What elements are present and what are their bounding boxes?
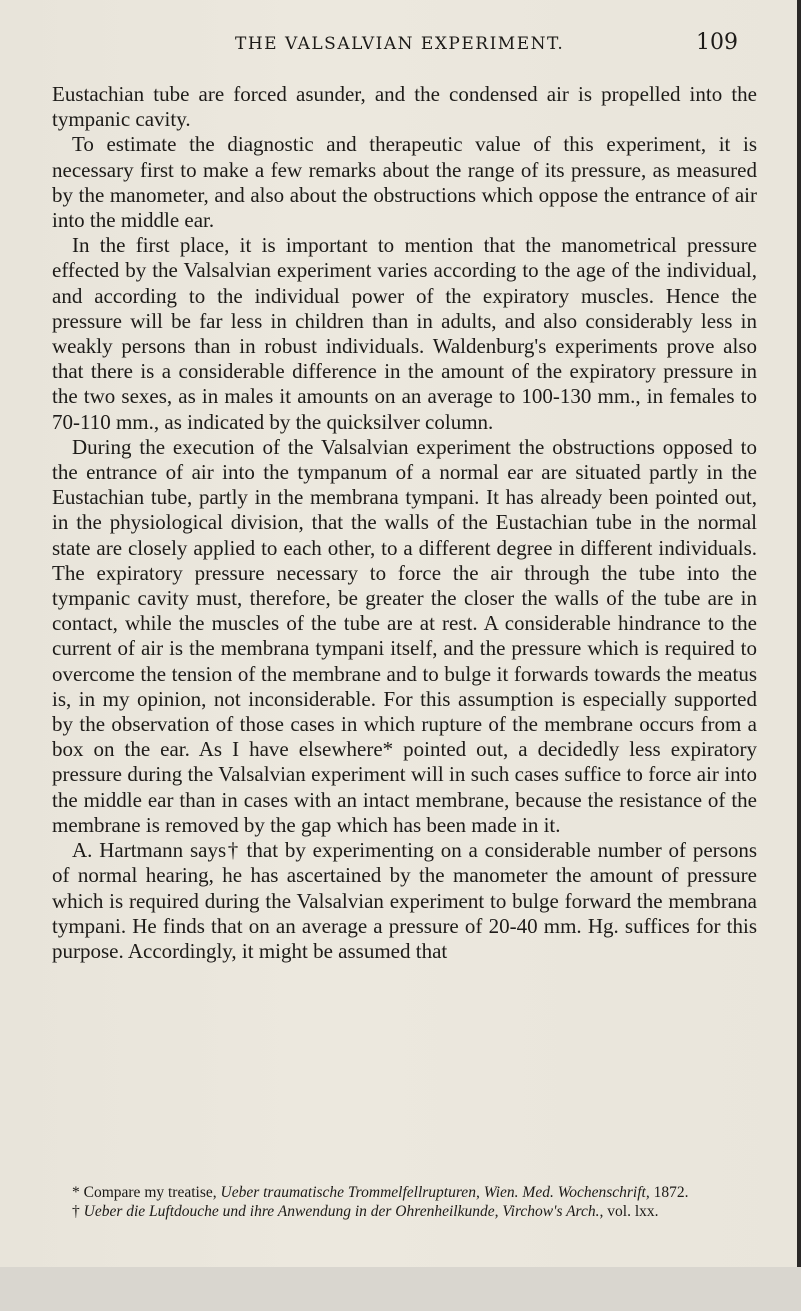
footnote-2-lead: † (72, 1203, 80, 1220)
page-header (60, 30, 760, 64)
paragraph-4: During the execution of the Valsalvian experiment the obstructions opposed to the entrance of air into the tympanum of a normal ear are situated partly in the Eustachian tube, partly in the membrana tympani. It has already been pointed out, in the physiological division, that the walls of the Eustachian tube in the normal state are closely applied to each other, to a different degree in different individuals. The expiratory pressure necessary to force the air through the tube into the tympanic cavity must, therefore, be greater the closer the walls of the tube are in contact, while the muscles of the tube are at rest. A considerable hindrance to the current of air is the membrana tympani itself, and the pressure which is required to overcome the tension of the membrane and to bulge it forwards towards the meatus is, in my opinion, not inconsiderable. For this assumption is especially supported by the observation of those cases in which rupture of the membrane occurs from a box on the ear. As I have elsewhere* pointed out, a decidedly less expiratory pressure during the Valsalvian experiment will in such cases suffice to force air into the middle ear than in cases with an intact membrane, because the resistance of the membrane is removed by the gap which has been made in it. (52, 434, 757, 837)
page-edge-shadow (797, 0, 801, 1270)
paragraph-2: To estimate the diagnostic and therapeutic value of this experiment, it is necessary first to make a few remarks about the range of its pressure, as measured by the manometer, and also about the obstructions which oppose the entrance of air into the middle ear. (52, 132, 757, 233)
running-head: THE VALSALVIAN EXPERIMENT. (235, 34, 565, 54)
paragraph-3: In the first place, it is important to mention that the manometrical pressure effected by the Valsalvian experiment varies according to the age of the individual, and according to the individual power of the expiratory muscles. Hence the pressure will be far less in children than in adults, and also considerably less in weakly persons than in robust individuals. Waldenburg's experiments prove also that there is a considerable difference in the amount of the expiratory pressure in the two sexes, as in males it amounts on an average to 100-130 mm., in females to 70-110 mm., as indicated by the quicksilver column. (52, 233, 757, 434)
body-text (52, 82, 757, 964)
footnotes (52, 1183, 757, 1221)
footnote-1-lead: * Compare my treatise, (72, 1184, 217, 1201)
footnote-1-title: Ueber traumatische Trommelfellrupturen, Wien. Med. Wochenschrift, (220, 1184, 650, 1201)
footnote-1-tail: 1872. (653, 1184, 689, 1201)
page-number: 109 (696, 30, 738, 55)
footnote-1 (52, 1183, 757, 1202)
paragraph-1: Eustachian tube are forced asunder, and the condensed air is propelled into the tympanic cavity. (52, 82, 757, 132)
footnote-2 (52, 1202, 757, 1221)
paragraph-5: A. Hartmann says† that by experimenting on a considerable number of persons of normal hearing, he has ascertained by the manometer the amount of pressure which is required during the Valsalvian experiment to bulge forward the membrana tympani. He finds that on an average a pressure of 20-40 mm. Hg. suffices for this purpose. Accordingly, it might be assumed that (52, 838, 757, 963)
scan-bottom-margin (0, 1267, 801, 1311)
footnote-2-title: Ueber die Luftdouche und ihre Anwendung in der Ohrenheilkunde, Virchow's Arch., (83, 1203, 604, 1220)
footnote-2-tail: vol. lxx. (607, 1203, 659, 1220)
